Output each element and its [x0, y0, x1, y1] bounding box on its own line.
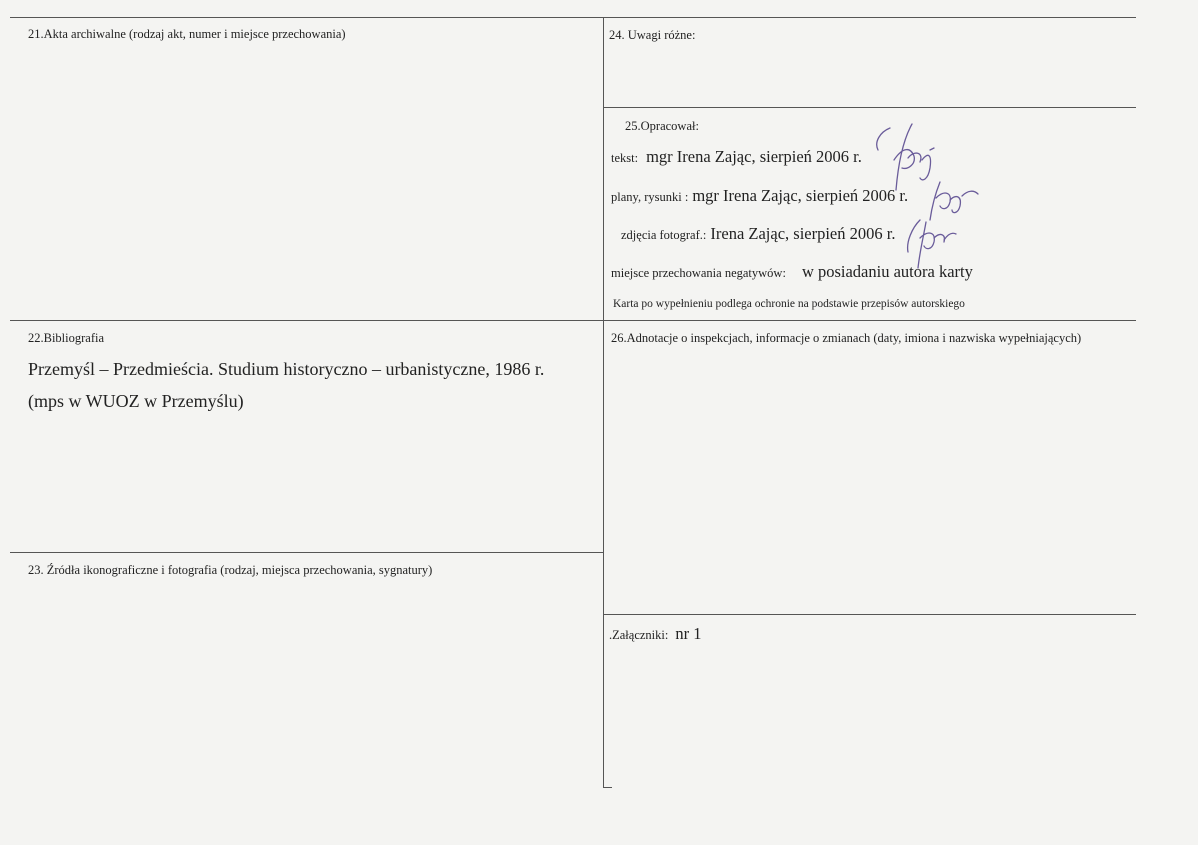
signature-mark-3	[898, 212, 958, 272]
section-23-title: 23. Źródła ikonograficzne i fotografia (rodzaj, miejsca przechowania, sygnatury)	[28, 563, 433, 577]
zdjecia-value: Irena Zając, sierpień 2006 r.	[710, 224, 896, 243]
attachments-label: .Załączniki:	[609, 628, 669, 642]
negatywy-label: miejsce przechowania negatywów:	[611, 266, 786, 280]
attachments-value: nr 1	[675, 624, 702, 643]
section-22-title: 22.Bibliografia	[28, 331, 105, 345]
tekst-value: mgr Irena Zając, sierpień 2006 r.	[646, 147, 862, 166]
bibliography-entry: Przemyśl – Przedmieścia. Studium historyczno – urbanistyczne, 1986 r.	[28, 359, 545, 379]
section-21-title: 21.Akta archiwalne (rodzaj akt, numer i miejsce przechowania)	[28, 27, 346, 41]
divider-22-23	[10, 552, 603, 553]
column-divider	[603, 17, 604, 787]
bottom-tick	[603, 787, 612, 788]
attachments-row	[609, 624, 701, 644]
top-border	[10, 17, 1136, 18]
section-26-title: 26.Adnotacje o inspekcjach, informacje o zmianach (daty, imiona i nazwiska wypełniających)	[611, 331, 1082, 345]
zdjecia-label: zdjęcia fotograf.:	[621, 228, 707, 242]
plany-label: plany, rysunki :	[611, 190, 689, 204]
divider-26-zalaczniki	[603, 614, 1136, 615]
section-24-title: 24. Uwagi różne:	[609, 28, 696, 42]
bibliography-location: (mps w WUOZ w Przemyślu)	[28, 391, 244, 411]
zdjecia-row	[621, 224, 895, 244]
copyright-note: Karta po wypełnieniu podlega ochronie na podstawie przepisów autorskiego	[613, 298, 965, 310]
tekst-label: tekst:	[611, 151, 639, 165]
tekst-row	[611, 147, 862, 167]
section-25-title: 25.Opracował:	[625, 119, 699, 133]
divider-24-25	[603, 107, 1136, 108]
divider-21-22	[10, 320, 1136, 321]
plany-value: mgr Irena Zając, sierpień 2006 r.	[692, 186, 909, 205]
negatywy-value: w posiadaniu autora karty	[801, 262, 973, 281]
plany-row	[611, 186, 908, 206]
